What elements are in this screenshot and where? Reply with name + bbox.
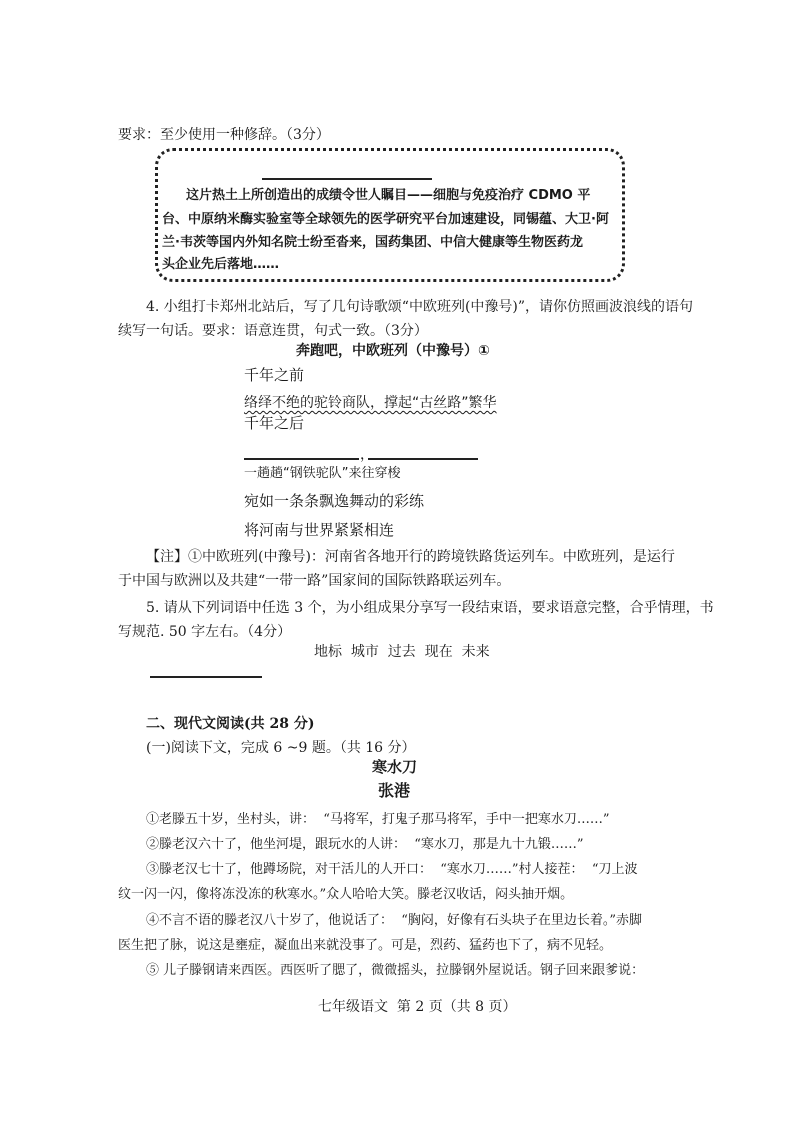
section-subheading: (一)阅读下文，完成 6 ~9 题。（共 16 分）	[146, 740, 416, 756]
q4-prompt: 4. 小组打卡郑州北站后，写了几句诗歌颂“中欧班列(中豫号)”，请你仿照画波浪线的语句	[146, 299, 694, 315]
story-paragraph: ④不言不语的滕老汉八十岁了，他说话了： “胸闷，好像有石头块子在里边长着。”赤脚	[146, 913, 643, 928]
story-paragraph: ③滕老汉七十了，他蹲场院，对干活儿的人开口： “寒水刀……”村人接茬： “刀上波	[146, 862, 638, 877]
box-line: 兰·韦茨等国内外知名院士纷至沓来，国药集团、中信大健康等生物医药龙	[162, 235, 583, 250]
story-title: 寒水刀	[372, 758, 418, 776]
q4-prompt: 续写一句话。要求：语意连贯，句式一致。（3分）	[118, 323, 428, 339]
poem-line: 一趟趟“钢铁驼队”来往穿梭	[244, 466, 401, 481]
box-line: 这片热土上所创造出的成绩令世人瞩目——细胞与免疫治疗 CDMO 平	[186, 188, 591, 203]
q5-answer-line	[150, 676, 262, 678]
page-footer: 七年级语文 第 2 页（共 8 页）	[318, 999, 517, 1015]
poem-line: 宛如一条条飘逸舞动的彩练	[244, 492, 425, 510]
story-paragraph: ①老滕五十岁，坐村头，讲： “马将军，打鬼子那马将军，手中一把寒水刀……”	[146, 812, 610, 827]
story-paragraph: ⑤ 儿子滕钢请来西医。西医听了腮了，微微摇头，拉滕钢外屋说话。钢子回来跟爹说：	[146, 963, 645, 978]
poem-blank-1	[244, 458, 359, 460]
q3-requirement: 要求：至少使用一种修辞。（3分）	[118, 127, 330, 143]
box-line: 头企业先后落地……	[162, 257, 280, 272]
note-text: 【注】①中欧班列(中豫号)：河南省各地开行的跨境铁路货运列车。中欧班列，是运行	[146, 549, 675, 565]
poem-title: 奔跑吧，中欧班列（中豫号）①	[296, 343, 490, 359]
poem-line: 将河南与世界紧紧相连	[244, 521, 395, 539]
poem-blank-2	[368, 458, 478, 460]
answer-blank-line	[262, 178, 432, 180]
box-line: 台、中原纳米酶实验室等全球领先的医学研究平台加速建设，同锡蕴、大卫·阿	[162, 212, 609, 227]
story-paragraph: ②滕老汉六十了，他坐河堤，跟玩水的人讲： “寒水刀，那是九十九锻……”	[146, 837, 584, 852]
section-heading: 二、现代文阅读(共 28 分)	[146, 716, 315, 732]
q5-words: 地标 城市 过去 现在 未来	[314, 644, 490, 660]
note-text: 于中国与欧洲以及共建“一带一路”国家间的国际铁路联运列车。	[118, 573, 511, 589]
story-paragraph: 医生把了脉，说这是壅症，凝血出来就没事了。可是，烈药、猛药也下了，病不见轻。	[118, 938, 613, 953]
q5-prompt: 写规范. 50 字左右。（4分）	[118, 624, 292, 640]
q5-prompt: 5. 请从下列词语中任选 3 个，为小组成果分享写一段结束语，要求语意完整，合乎情理，书	[146, 600, 714, 616]
poem-wavy-line: 络绎不绝的驼铃商队，撑起“古丝路”繁华	[244, 395, 497, 411]
poem-blank-separator: ，	[360, 447, 374, 463]
story-author: 张港	[378, 781, 411, 800]
poem-line: 千年之前	[244, 366, 305, 384]
story-paragraph: 纹一闪一闪，像将冻没冻的秋寒水。”众人哈哈大笑。滕老汉收话，闷头抽开烟。	[118, 887, 574, 902]
poem-line: 千年之后	[244, 414, 305, 432]
